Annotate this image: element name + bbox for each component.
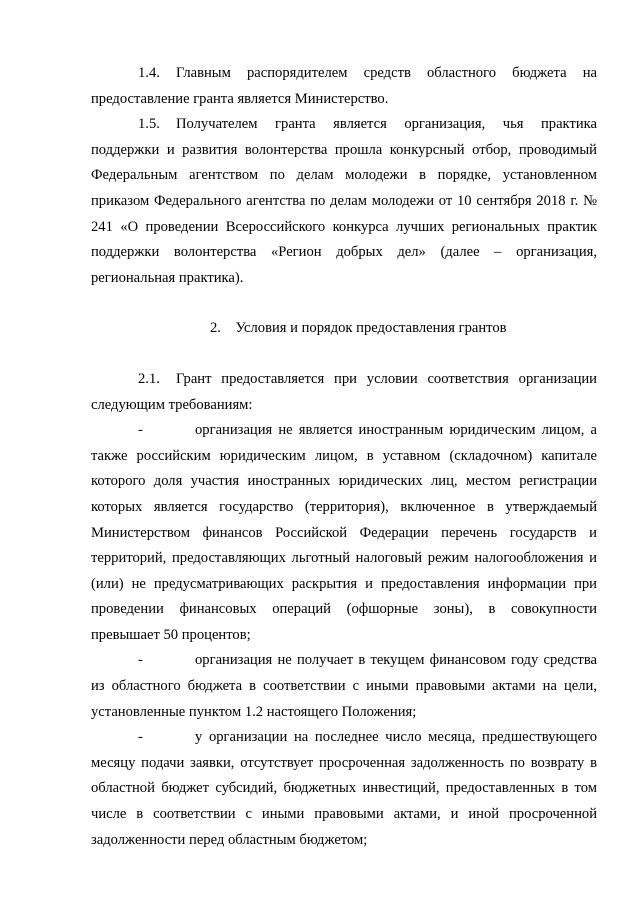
section-heading: [91, 316, 597, 342]
section-title: Условия и порядок предоставления грантов: [235, 320, 507, 337]
list-marker: -: [138, 422, 143, 439]
paragraph-text: Грант предоставляется при условии соответствия организации следующим требованиям:: [91, 370, 597, 413]
paragraph-text: Получателем гранта является организация, чья практика поддержки и развития волонтерства прошла конкурсный отбор, проводимый Федеральным агентством по делам молодежи в порядке, установленном приказом Федерального агентства по делам молодежи от 10 сентября 2018 г. № 241 «О проведении Всероссийского конкурса лучших региональных практик поддержки волонтерства «Регион добрых дел» (далее – организация, региональная практика).: [91, 116, 597, 286]
spacer: [91, 291, 597, 316]
paragraph-1-5: [91, 112, 597, 291]
list-item-text: организация не получает в текущем финансовом году средства из областного бюджета в соответствии с иными правовыми актами на цели, установленные пунктом 1.2 настоящего Положения;: [91, 652, 597, 720]
paragraph-number: 2.1.: [138, 370, 160, 387]
list-marker: -: [138, 729, 143, 746]
list-item-text: у организации на последнее число месяца, предшествующего месяцу подачи заявки, отсутствует просроченная задолженность по возврату в областной бюджет субсидий, бюджетных инвестиций, предоставленных в том числе в соответствии с иными правовыми актами, и иной просроченной задолженности перед областным бюджетом;: [91, 729, 597, 848]
spacer: [91, 342, 597, 367]
document-body: [91, 61, 597, 853]
list-item: [91, 725, 597, 853]
list-item: [91, 418, 597, 648]
list-item-text: организация не является иностранным юридическим лицом, а также российским юридическим лицом, в уставном (складочном) капитале которого доля участия иностранных юридических лиц, местом регистрации которых является государство (территория), включенное в утверждаемый Министерством финансов Российской Федерации перечень государств и территорий, предоставляющих льготный налоговый режим налогообложения и (или) не предусматривающих раскрытия и предоставления информации при проведении финансовых операций (офшорные зоны), в совокупности превышает 50 процентов;: [91, 422, 597, 643]
paragraph-number: 1.4.: [138, 65, 160, 81]
paragraph-number: 1.5.: [138, 116, 160, 133]
list-marker: -: [138, 652, 143, 669]
paragraph-2-1: [91, 367, 597, 418]
list-item: [91, 648, 597, 725]
paragraph-1-4: [91, 61, 597, 112]
section-number: 2.: [209, 320, 221, 337]
paragraph-text: Главным распорядителем средств областного бюджета на предоставление гранта является Министерство.: [91, 65, 597, 107]
